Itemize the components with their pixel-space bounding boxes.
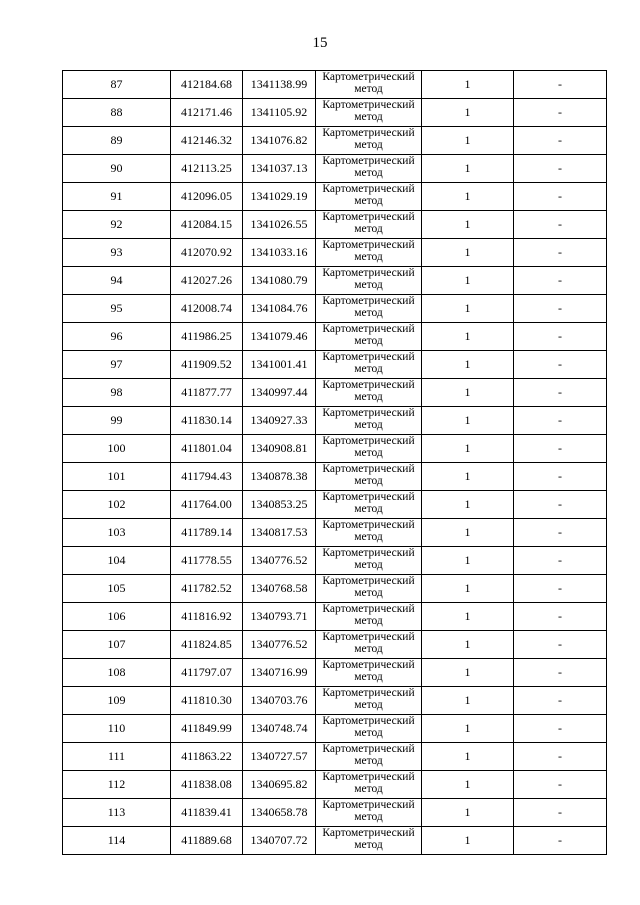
method-line2: метод [354, 699, 383, 711]
coord-y: 1340927.33 [243, 407, 316, 435]
point-number: 90 [63, 155, 171, 183]
method-line1: Картометрический [322, 771, 415, 783]
method-line1: Картометрический [322, 211, 415, 223]
method-cell [316, 799, 422, 827]
point-number: 92 [63, 211, 171, 239]
method-line1: Картометрический [322, 239, 415, 251]
method-line2: метод [354, 839, 383, 851]
accuracy: 1 [422, 687, 514, 715]
accuracy: 1 [422, 519, 514, 547]
note: - [514, 267, 607, 295]
method-line2: метод [354, 307, 383, 319]
method-cell [316, 99, 422, 127]
note: - [514, 575, 607, 603]
table-row [63, 323, 607, 351]
method-cell [316, 575, 422, 603]
accuracy: 1 [422, 407, 514, 435]
table-row [63, 127, 607, 155]
point-number: 103 [63, 519, 171, 547]
method-line2: метод [354, 475, 383, 487]
coordinates-table [62, 70, 607, 855]
coord-y: 1340908.81 [243, 435, 316, 463]
point-number: 111 [63, 743, 171, 771]
method-cell [316, 715, 422, 743]
accuracy: 1 [422, 799, 514, 827]
method-line2: метод [354, 643, 383, 655]
method-line2: метод [354, 671, 383, 683]
method-line1: Картометрический [322, 631, 415, 643]
table-row [63, 295, 607, 323]
method-line2: метод [354, 223, 383, 235]
coord-y: 1341105.92 [243, 99, 316, 127]
table-row [63, 211, 607, 239]
method-line2: метод [354, 167, 383, 179]
coord-x: 412084.15 [171, 211, 243, 239]
coord-y: 1340658.78 [243, 799, 316, 827]
point-number: 95 [63, 295, 171, 323]
coord-x: 411778.55 [171, 547, 243, 575]
point-number: 96 [63, 323, 171, 351]
method-line1: Картометрический [322, 351, 415, 363]
accuracy: 1 [422, 183, 514, 211]
accuracy: 1 [422, 827, 514, 855]
method-line1: Картометрический [322, 127, 415, 139]
accuracy: 1 [422, 379, 514, 407]
table-row [63, 239, 607, 267]
table-row [63, 463, 607, 491]
coord-x: 411889.68 [171, 827, 243, 855]
point-number: 93 [63, 239, 171, 267]
note: - [514, 687, 607, 715]
coord-x: 411816.92 [171, 603, 243, 631]
coord-y: 1340727.57 [243, 743, 316, 771]
table-row [63, 435, 607, 463]
coord-y: 1340817.53 [243, 519, 316, 547]
accuracy: 1 [422, 463, 514, 491]
method-cell [316, 435, 422, 463]
note: - [514, 323, 607, 351]
method-cell [316, 603, 422, 631]
coord-x: 411909.52 [171, 351, 243, 379]
coord-x: 411764.00 [171, 491, 243, 519]
method-line1: Картометрический [322, 715, 415, 727]
coord-x: 412146.32 [171, 127, 243, 155]
method-cell [316, 547, 422, 575]
note: - [514, 519, 607, 547]
table-row [63, 715, 607, 743]
table-row [63, 603, 607, 631]
method-line1: Картометрический [322, 379, 415, 391]
method-cell [316, 267, 422, 295]
note: - [514, 379, 607, 407]
coord-y: 1341037.13 [243, 155, 316, 183]
method-line1: Картометрический [322, 407, 415, 419]
method-line2: метод [354, 363, 383, 375]
coord-x: 412184.68 [171, 71, 243, 99]
method-line2: метод [354, 251, 383, 263]
accuracy: 1 [422, 351, 514, 379]
note: - [514, 435, 607, 463]
point-number: 98 [63, 379, 171, 407]
point-number: 94 [63, 267, 171, 295]
coord-y: 1341080.79 [243, 267, 316, 295]
method-cell [316, 183, 422, 211]
point-number: 91 [63, 183, 171, 211]
accuracy: 1 [422, 631, 514, 659]
coord-y: 1340793.71 [243, 603, 316, 631]
method-cell [316, 127, 422, 155]
accuracy: 1 [422, 575, 514, 603]
method-line1: Картометрический [322, 827, 415, 839]
coord-x: 412008.74 [171, 295, 243, 323]
method-line2: метод [354, 503, 383, 515]
point-number: 110 [63, 715, 171, 743]
accuracy: 1 [422, 603, 514, 631]
coord-y: 1341084.76 [243, 295, 316, 323]
method-cell [316, 71, 422, 99]
table-row [63, 631, 607, 659]
point-number: 107 [63, 631, 171, 659]
note: - [514, 603, 607, 631]
table-row [63, 99, 607, 127]
accuracy: 1 [422, 211, 514, 239]
coord-y: 1340878.38 [243, 463, 316, 491]
method-line2: метод [354, 419, 383, 431]
method-line2: метод [354, 335, 383, 347]
method-line1: Картометрический [322, 743, 415, 755]
coord-y: 1340997.44 [243, 379, 316, 407]
method-line2: метод [354, 139, 383, 151]
point-number: 87 [63, 71, 171, 99]
coord-x: 411830.14 [171, 407, 243, 435]
coord-x: 411849.99 [171, 715, 243, 743]
method-cell [316, 463, 422, 491]
coord-y: 1341033.16 [243, 239, 316, 267]
coord-x: 411877.77 [171, 379, 243, 407]
method-cell [316, 295, 422, 323]
method-line1: Картометрический [322, 183, 415, 195]
method-line2: метод [354, 559, 383, 571]
accuracy: 1 [422, 127, 514, 155]
point-number: 104 [63, 547, 171, 575]
method-cell [316, 155, 422, 183]
note: - [514, 295, 607, 323]
accuracy: 1 [422, 295, 514, 323]
note: - [514, 351, 607, 379]
method-cell [316, 379, 422, 407]
method-line1: Картометрический [322, 435, 415, 447]
table-row [63, 351, 607, 379]
coordinates-table-body [63, 71, 607, 855]
coord-x: 411810.30 [171, 687, 243, 715]
table-row [63, 799, 607, 827]
note: - [514, 211, 607, 239]
point-number: 88 [63, 99, 171, 127]
method-cell [316, 519, 422, 547]
method-line1: Картометрический [322, 575, 415, 587]
method-line2: метод [354, 391, 383, 403]
point-number: 105 [63, 575, 171, 603]
coord-y: 1341079.46 [243, 323, 316, 351]
coord-y: 1340703.76 [243, 687, 316, 715]
method-line1: Картометрический [322, 323, 415, 335]
method-line2: метод [354, 615, 383, 627]
method-line1: Картометрический [322, 659, 415, 671]
point-number: 109 [63, 687, 171, 715]
method-line2: метод [354, 755, 383, 767]
coord-x: 411794.43 [171, 463, 243, 491]
note: - [514, 99, 607, 127]
point-number: 101 [63, 463, 171, 491]
coord-x: 411801.04 [171, 435, 243, 463]
method-line2: метод [354, 447, 383, 459]
table-row [63, 743, 607, 771]
coord-y: 1340707.72 [243, 827, 316, 855]
coord-x: 412027.26 [171, 267, 243, 295]
method-line1: Картометрический [322, 99, 415, 111]
method-cell [316, 631, 422, 659]
coord-y: 1340853.25 [243, 491, 316, 519]
coord-y: 1341001.41 [243, 351, 316, 379]
coord-y: 1340716.99 [243, 659, 316, 687]
method-line1: Картометрический [322, 547, 415, 559]
point-number: 114 [63, 827, 171, 855]
note: - [514, 71, 607, 99]
point-number: 100 [63, 435, 171, 463]
method-line1: Картометрический [322, 155, 415, 167]
coord-y: 1341076.82 [243, 127, 316, 155]
coord-y: 1340748.74 [243, 715, 316, 743]
point-number: 102 [63, 491, 171, 519]
accuracy: 1 [422, 491, 514, 519]
coord-x: 411797.07 [171, 659, 243, 687]
method-line2: метод [354, 279, 383, 291]
method-line1: Картометрический [322, 687, 415, 699]
note: - [514, 771, 607, 799]
table-row [63, 547, 607, 575]
coord-x: 411863.22 [171, 743, 243, 771]
coord-x: 411839.41 [171, 799, 243, 827]
method-cell [316, 771, 422, 799]
coord-x: 411789.14 [171, 519, 243, 547]
method-line2: метод [354, 811, 383, 823]
method-line2: метод [354, 727, 383, 739]
method-line2: метод [354, 111, 383, 123]
table-row [63, 659, 607, 687]
method-cell [316, 351, 422, 379]
point-number: 89 [63, 127, 171, 155]
method-line1: Картометрический [322, 71, 415, 83]
method-line2: метод [354, 83, 383, 95]
coord-y: 1341029.19 [243, 183, 316, 211]
coord-x: 412171.46 [171, 99, 243, 127]
accuracy: 1 [422, 547, 514, 575]
point-number: 108 [63, 659, 171, 687]
table-row [63, 827, 607, 855]
point-number: 97 [63, 351, 171, 379]
accuracy: 1 [422, 155, 514, 183]
method-line2: метод [354, 195, 383, 207]
note: - [514, 631, 607, 659]
accuracy: 1 [422, 323, 514, 351]
point-number: 99 [63, 407, 171, 435]
coord-x: 411986.25 [171, 323, 243, 351]
method-line1: Картометрический [322, 295, 415, 307]
method-line2: метод [354, 783, 383, 795]
note: - [514, 659, 607, 687]
note: - [514, 127, 607, 155]
accuracy: 1 [422, 715, 514, 743]
table-row [63, 379, 607, 407]
method-line1: Картометрический [322, 519, 415, 531]
table-row [63, 183, 607, 211]
coord-y: 1340768.58 [243, 575, 316, 603]
method-line1: Картометрический [322, 799, 415, 811]
accuracy: 1 [422, 743, 514, 771]
table-row [63, 771, 607, 799]
coord-x: 411782.52 [171, 575, 243, 603]
note: - [514, 799, 607, 827]
method-cell [316, 687, 422, 715]
coord-y: 1341026.55 [243, 211, 316, 239]
method-cell [316, 659, 422, 687]
note: - [514, 463, 607, 491]
coord-y: 1340695.82 [243, 771, 316, 799]
note: - [514, 715, 607, 743]
table-row [63, 519, 607, 547]
method-cell [316, 239, 422, 267]
method-cell [316, 211, 422, 239]
note: - [514, 827, 607, 855]
note: - [514, 407, 607, 435]
point-number: 112 [63, 771, 171, 799]
note: - [514, 155, 607, 183]
method-line1: Картометрический [322, 463, 415, 475]
point-number: 113 [63, 799, 171, 827]
accuracy: 1 [422, 99, 514, 127]
method-cell [316, 323, 422, 351]
method-line2: метод [354, 531, 383, 543]
method-cell [316, 407, 422, 435]
method-cell [316, 491, 422, 519]
accuracy: 1 [422, 435, 514, 463]
coord-y: 1340776.52 [243, 547, 316, 575]
method-cell [316, 743, 422, 771]
coord-x: 412096.05 [171, 183, 243, 211]
table-row [63, 267, 607, 295]
note: - [514, 239, 607, 267]
note: - [514, 547, 607, 575]
table-row [63, 407, 607, 435]
table-row [63, 491, 607, 519]
accuracy: 1 [422, 71, 514, 99]
table-row [63, 687, 607, 715]
coord-x: 412113.25 [171, 155, 243, 183]
table-row [63, 155, 607, 183]
table-row [63, 71, 607, 99]
point-number: 106 [63, 603, 171, 631]
note: - [514, 491, 607, 519]
note: - [514, 743, 607, 771]
method-line1: Картометрический [322, 603, 415, 615]
accuracy: 1 [422, 771, 514, 799]
method-line1: Картометрический [322, 267, 415, 279]
accuracy: 1 [422, 239, 514, 267]
page-number: 15 [312, 35, 328, 51]
note: - [514, 183, 607, 211]
coord-y: 1340776.52 [243, 631, 316, 659]
coord-x: 411838.08 [171, 771, 243, 799]
method-line2: метод [354, 587, 383, 599]
method-line1: Картометрический [322, 491, 415, 503]
coord-x: 412070.92 [171, 239, 243, 267]
table-row [63, 575, 607, 603]
coord-x: 411824.85 [171, 631, 243, 659]
accuracy: 1 [422, 267, 514, 295]
coord-y: 1341138.99 [243, 71, 316, 99]
method-cell [316, 827, 422, 855]
accuracy: 1 [422, 659, 514, 687]
